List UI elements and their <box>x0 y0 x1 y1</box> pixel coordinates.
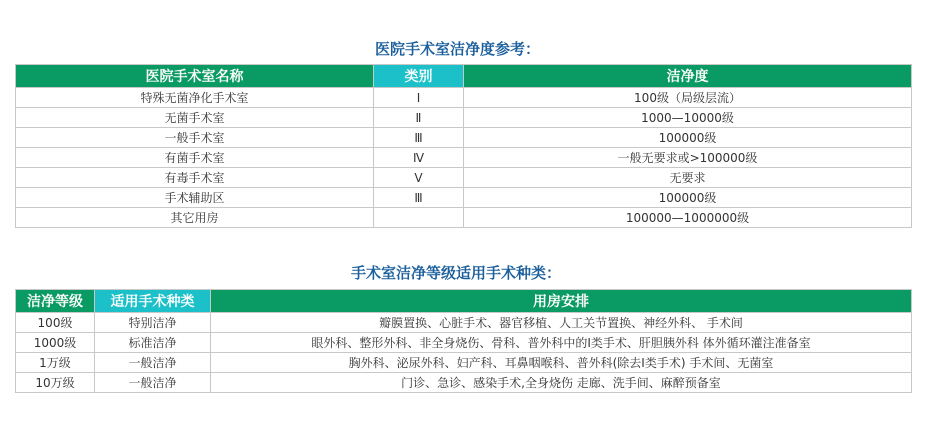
header-clean-level: 洁净等级 <box>16 290 95 313</box>
cleanliness-cell: 100000级 <box>464 188 912 208</box>
category-cell: Ⅱ <box>374 108 464 128</box>
cleanliness-cell: 1000—10000级 <box>464 108 912 128</box>
room-name-cell: 一般手术室 <box>16 128 374 148</box>
cleanliness-cell: 无要求 <box>464 168 912 188</box>
category-cell <box>374 208 464 228</box>
table-header-row <box>16 290 912 313</box>
cleanliness-cell: 一般无要求或>100000级 <box>464 148 912 168</box>
header-room-arrangement: 用房安排 <box>211 290 912 313</box>
section2-title: 手术室洁净等级适用手术种类： <box>351 264 562 282</box>
cleanliness-cell: 100000—1000000级 <box>464 208 912 228</box>
surgery-type-cell: 一般洁净 <box>95 373 211 393</box>
table-row <box>16 353 912 373</box>
room-arrangement-cell: 门诊、急诊、感染手术,全身烧伤 走廊、洗手间、麻醉预备室 <box>211 373 912 393</box>
table-row <box>16 108 912 128</box>
surgery-type-cell: 一般洁净 <box>95 353 211 373</box>
room-name-cell: 手术辅助区 <box>16 188 374 208</box>
section1-title: 医院手术室洁净度参考： <box>375 40 541 58</box>
table-row <box>16 148 912 168</box>
room-name-cell: 特殊无菌净化手术室 <box>16 88 374 108</box>
header-surgery-type: 适用手术种类 <box>95 290 211 313</box>
category-cell: Ⅰ <box>374 88 464 108</box>
room-arrangement-cell: 瓣膜置换、心脏手术、器官移植、人工关节置换、神经外科、 手术间 <box>211 313 912 333</box>
table-row <box>16 88 912 108</box>
header-room-name: 医院手术室名称 <box>16 65 374 88</box>
room-name-cell: 有菌手术室 <box>16 148 374 168</box>
surgery-type-table <box>15 289 912 393</box>
table-row <box>16 208 912 228</box>
room-name-cell: 无菌手术室 <box>16 108 374 128</box>
header-cleanliness: 洁净度 <box>464 65 912 88</box>
category-cell: Ⅲ <box>374 188 464 208</box>
category-cell: Ⅲ <box>374 128 464 148</box>
room-arrangement-cell: 胸外科、泌尿外科、妇产科、耳鼻咽喉科、普外科(除去I类手术) 手术间、无菌室 <box>211 353 912 373</box>
table-header-row <box>16 65 912 88</box>
surgery-type-cell: 特别洁净 <box>95 313 211 333</box>
clean-level-cell: 1000级 <box>16 333 95 353</box>
header-category: 类别 <box>374 65 464 88</box>
room-name-cell: 有毒手术室 <box>16 168 374 188</box>
cleanliness-cell: 100级（局级层流） <box>464 88 912 108</box>
clean-level-cell: 100级 <box>16 313 95 333</box>
table-row <box>16 168 912 188</box>
surgery-type-cell: 标准洁净 <box>95 333 211 353</box>
table-row <box>16 373 912 393</box>
category-cell: Ⅴ <box>374 168 464 188</box>
category-cell: Ⅳ <box>374 148 464 168</box>
cleanliness-reference-table <box>15 64 912 228</box>
table-row <box>16 188 912 208</box>
room-arrangement-cell: 眼外科、整形外科、非全身烧伤、骨科、普外科中的I类手术、肝胆胰外科 体外循环灌注准备室 <box>211 333 912 353</box>
clean-level-cell: 1万级 <box>16 353 95 373</box>
table-row <box>16 313 912 333</box>
room-name-cell: 其它用房 <box>16 208 374 228</box>
table-row <box>16 128 912 148</box>
clean-level-cell: 10万级 <box>16 373 95 393</box>
table-row <box>16 333 912 353</box>
cleanliness-cell: 100000级 <box>464 128 912 148</box>
